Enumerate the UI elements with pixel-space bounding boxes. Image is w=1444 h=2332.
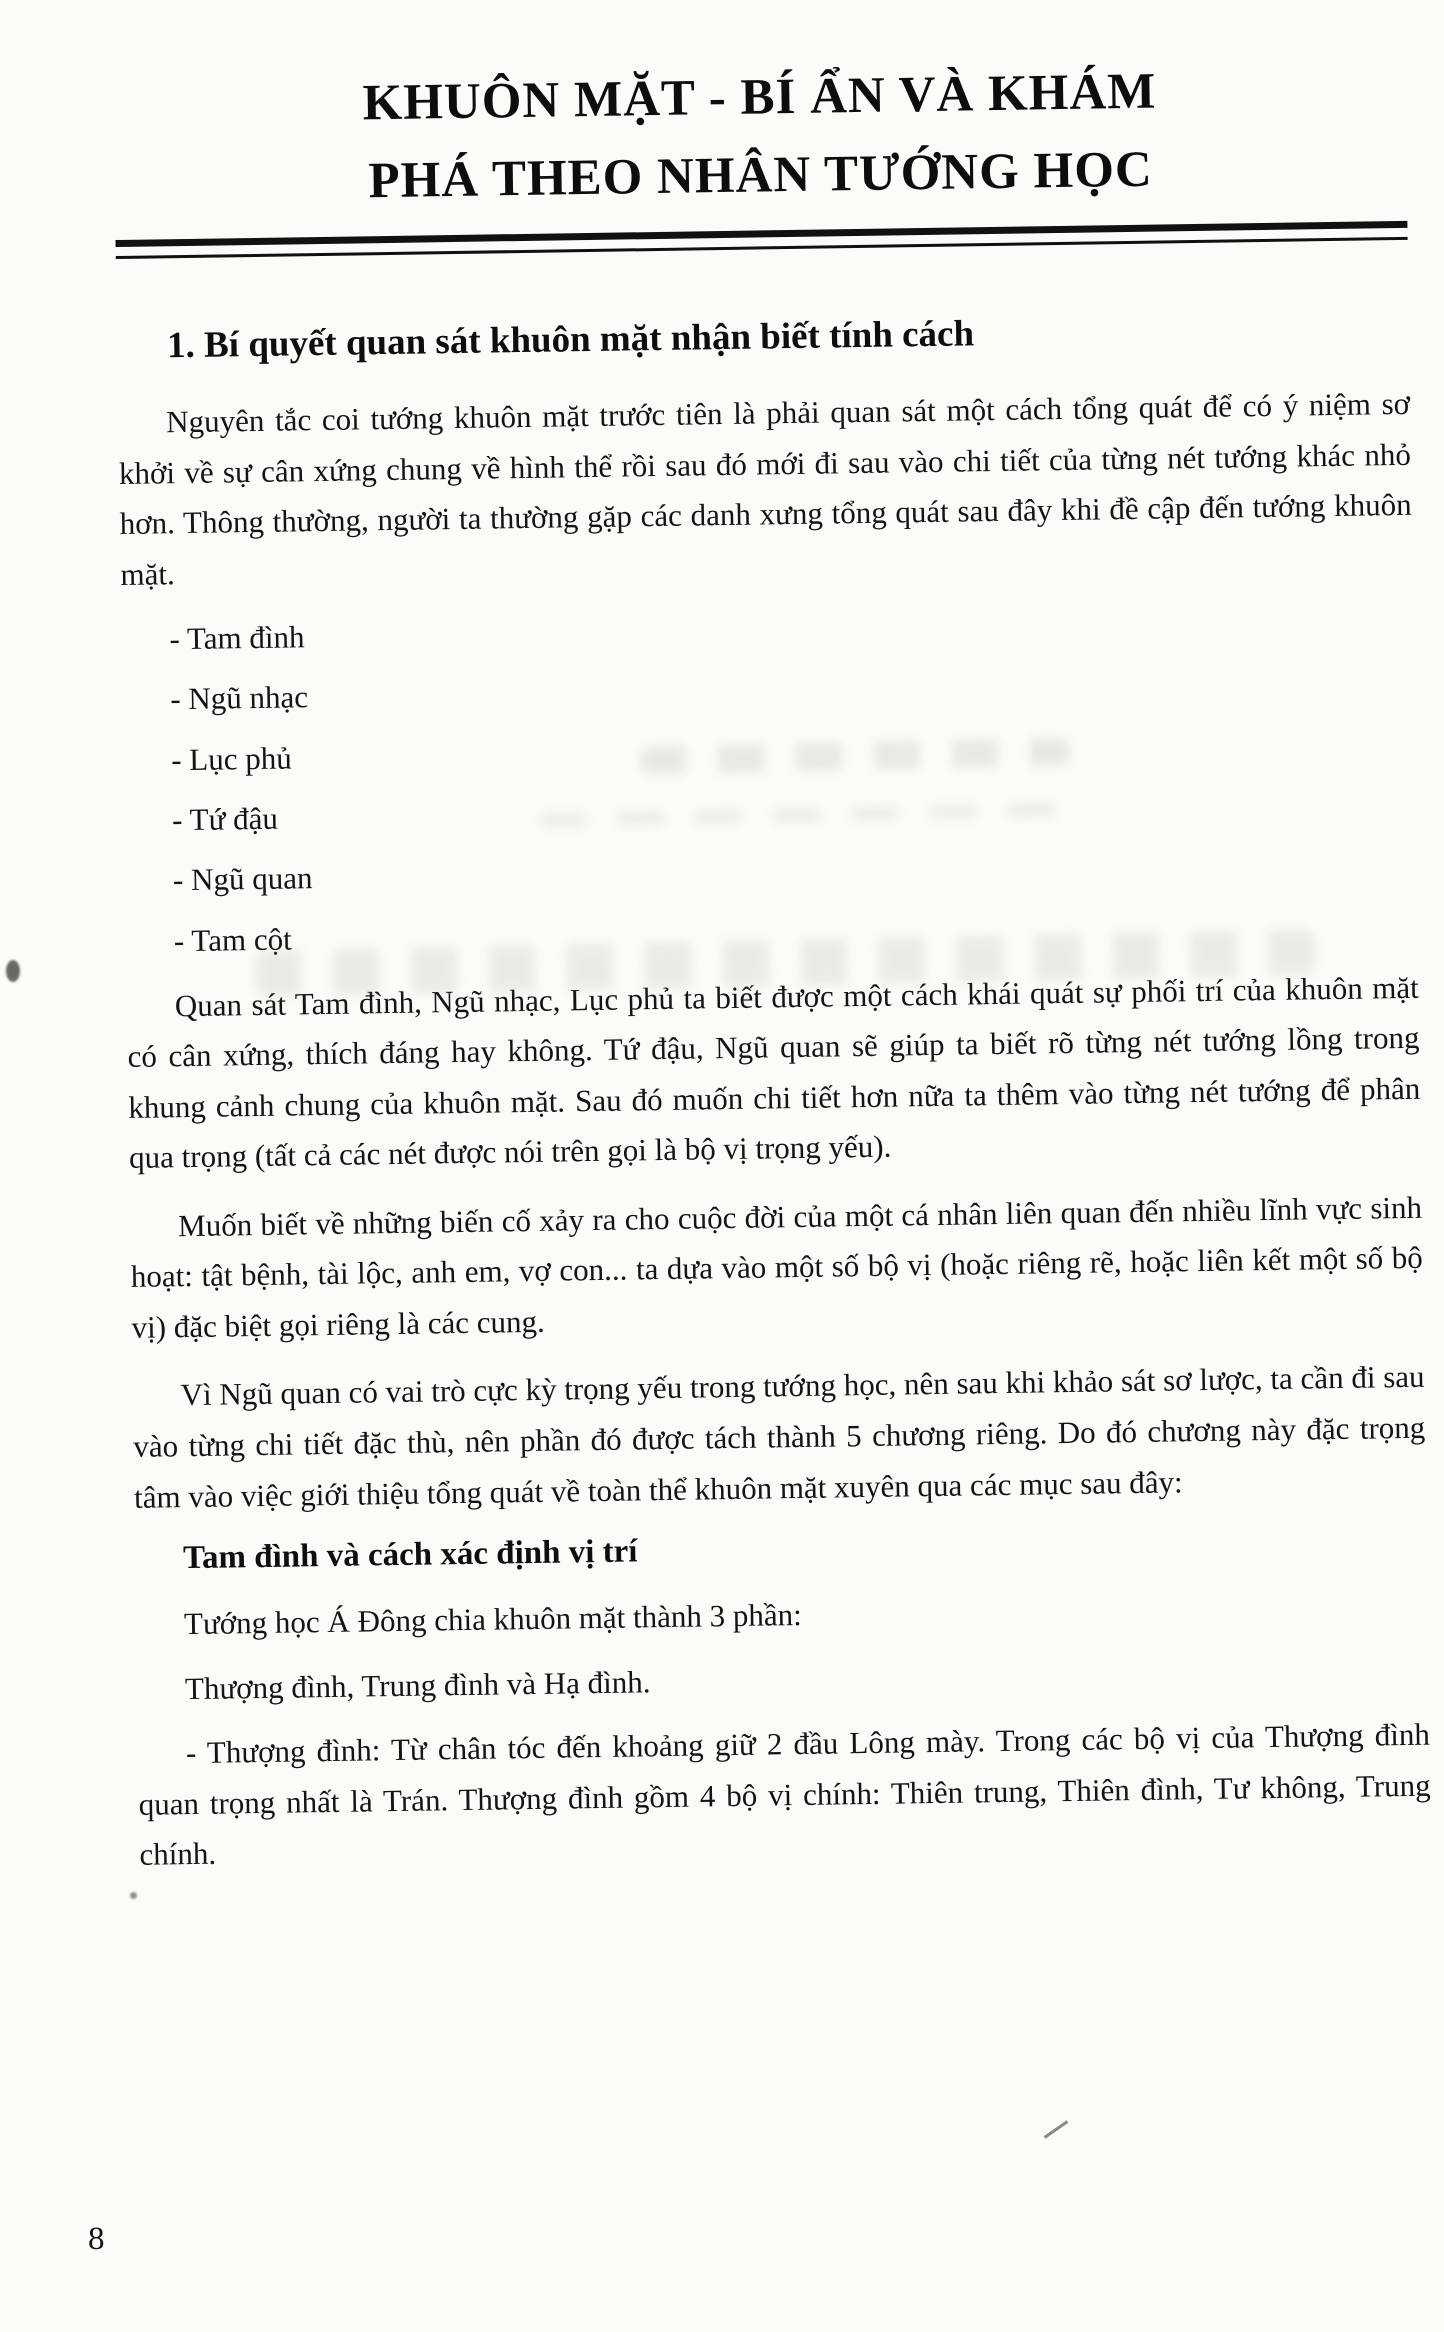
paragraph-quan-sat: Quan sát Tam đình, Ngũ nhạc, Lục phủ ta biết được một cách khái quát sự phối trí của khuôn mặt có cân xứng, thích đáng hay không. Tứ đậu, Ngũ quan sẽ giúp ta biết rõ từng nét tướng lồng trong khung cảnh chung của khuôn mặt. Sau đó muốn chi tiết hơn nữa ta thêm vào từng nét tướng để phân qua trọng (tất cả các nét được nói trên gọi là bộ vị trọng yếu).	[127, 969, 1421, 1176]
term-list	[121, 601, 1418, 962]
title-line-1: KHUÔN MẶT - BÍ ẨN VÀ KHÁM	[362, 63, 1157, 132]
subheading-tam-dinh: Tam đình và cách xác định vị trí	[182, 1533, 638, 1577]
list-item-tam-dinh: - Tam đình	[169, 619, 305, 657]
list-item-luc-phu: - Lục phủ	[170, 740, 292, 777]
paragraph-intro: Nguyên tắc coi tướng khuôn mặt trước tiên là phải quan sát một cách tổng quát để có ý niệm sơ khởi về sự cân xứng chung về hình thể rồi sau đó mới đi sau vào chi tiết của từng nét tướng khác nhỏ hơn. Thông thường, người ta thường gặp các danh xưng tổng quát sau đây khi đề cập đến tướng khuôn mặt.	[118, 385, 1412, 592]
title-divider-rule	[115, 221, 1407, 259]
paragraph-tuong-hoc: Tướng học Á Đông chia khuôn mặt thành 3 phần:	[183, 1597, 803, 1642]
list-item-ngu-quan: - Ngũ quan	[172, 860, 313, 898]
paragraph-ba-phan: Thượng đình, Trung đình và Hạ đình.	[184, 1663, 651, 1706]
section-heading: 1. Bí quyết quan sát khuôn mặt nhận biết tính cách	[166, 313, 975, 367]
paragraph-thuong-dinh: - Thượng đình: Từ chân tóc đến khoảng giữ 2 đầu Lông mày. Trong các bộ vị của Thượng đình quan trọng nhất là Trán. Thượng đình gồm 4 bộ vị chính: Thiên trung, Thiên đình, Tư không, Trung chính.	[138, 1716, 1431, 1872]
list-item-tu-dau: - Tứ đậu	[171, 800, 279, 838]
page-number: 8	[88, 2221, 105, 2257]
paragraph-vi-ngu-quan: Vì Ngũ quan có vai trò cực kỳ trọng yếu trong tướng học, nên sau khi khảo sát sơ lược, ta cần đi sau vào từng chi tiết đặc thù, nên phần đó được tách thành 5 chương riêng. Do đó chương này đặc trọng tâm vào việc giới thiệu tổng quát về toàn thể khuôn mặt xuyên qua các mục sau đây:	[133, 1359, 1426, 1515]
paragraph-muon-biet: Muốn biết về những biến cố xảy ra cho cuộc đời của một cá nhân liên quan đến nhiều lĩnh vực sinh hoạt: tật bệnh, tài lộc, anh em, vợ con... ta dựa vào một số bộ vị (hoặc riêng rẽ, hoặc liên kết một số bộ vị) đặc biệt gọi riêng là các cung.	[130, 1189, 1423, 1345]
pencil-tick-artifact	[1044, 2120, 1069, 2139]
title-line-2: PHÁ THEO NHÂN TƯỚNG HỌC	[368, 141, 1154, 209]
list-item-tam-cot: - Tam cột	[173, 921, 292, 958]
book-title	[113, 50, 1407, 224]
scan-speck	[130, 1892, 137, 1899]
list-item-ngu-nhac: - Ngũ nhạc	[170, 679, 309, 717]
